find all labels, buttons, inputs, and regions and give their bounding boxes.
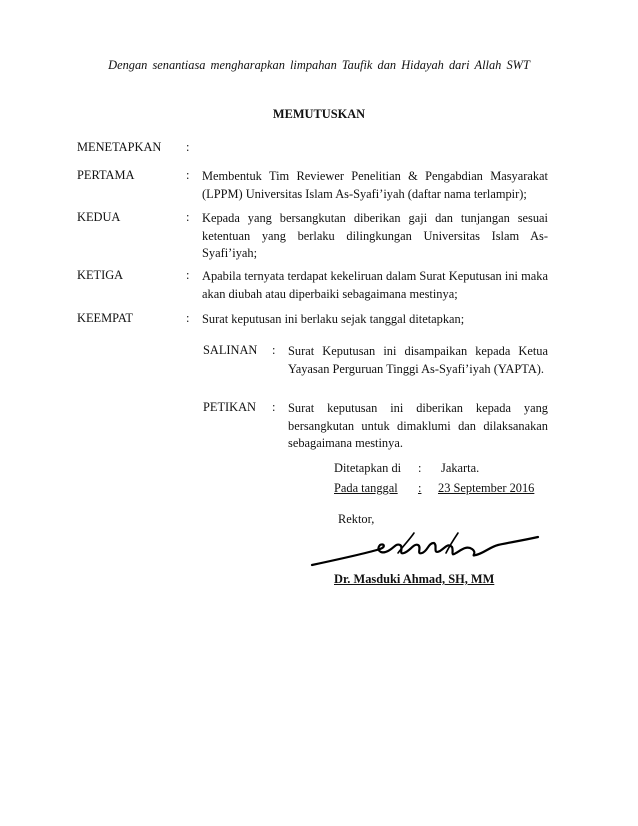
row-label-keempat: KEEMPAT: [77, 311, 133, 325]
copy-text-salinan: Surat Keputusan ini disampaikan kepada Ketua Yayasan Perguruan Tinggi As-Syafi’iyah (YAPTA).: [288, 344, 548, 376]
date-label: Pada tanggal: [334, 481, 398, 495]
signatory-name: Dr. Masduki Ahmad, SH, MM: [334, 572, 495, 586]
copy-colon: :: [272, 400, 276, 414]
copy-label-salinan: SALINAN: [203, 343, 258, 357]
row-label-kedua: KEDUA: [77, 210, 121, 224]
copy-text-petikan: Surat keputusan ini diberikan kepada yang bersangkutan untuk dimaklumi dan dilaksanakan sebagaimana mestinya.: [288, 401, 548, 450]
place-colon: :: [418, 461, 422, 475]
row-label-menetapkan: MENETAPKAN: [77, 140, 162, 154]
copy-label-petikan: PETIKAN: [203, 400, 256, 414]
copy-colon: :: [272, 343, 276, 357]
date-colon: :: [418, 481, 422, 495]
row-text-keempat: Surat keputusan ini berlaku sejak tanggal ditetapkan;: [202, 312, 465, 326]
row-colon: :: [186, 168, 190, 182]
row-colon: :: [186, 140, 190, 154]
row-colon: :: [186, 268, 190, 282]
date-value: 23 September 2016: [438, 481, 535, 495]
decision-heading: MEMUTUSKAN: [272, 107, 366, 121]
place-value: Jakarta.: [441, 461, 480, 475]
date-row: [334, 481, 544, 496]
row-text-ketiga: Apabila ternyata terdapat kekeliruan dalam Surat Keputusan ini maka akan diubah atau diperbaiki sebagaimana mestinya;: [202, 269, 548, 301]
opening-line: Dengan senantiasa mengharapkan limpahan Taufik dan Hidayah dari Allah SWT: [108, 58, 530, 72]
row-label-pertama: PERTAMA: [77, 168, 135, 182]
row-colon: :: [186, 210, 190, 224]
row-text-kedua: Kepada yang bersangkutan diberikan gaji dan tunjangan sesuai ketentuan yang berlaku dilingkungan Universitas Islam As-Syafi’iyah;: [202, 211, 548, 260]
row-text-pertama: Membentuk Tim Reviewer Penelitian & Pengabdian Masyarakat (LPPM) Universitas Islam As-Syafi’iyah (daftar nama terlampir);: [202, 169, 548, 201]
row-label-ketiga: KETIGA: [77, 268, 124, 282]
place-label: Ditetapkan di: [334, 461, 402, 475]
signatory-title: Rektor,: [338, 512, 375, 526]
row-colon: :: [186, 311, 190, 325]
handwritten-signature: [310, 525, 540, 569]
